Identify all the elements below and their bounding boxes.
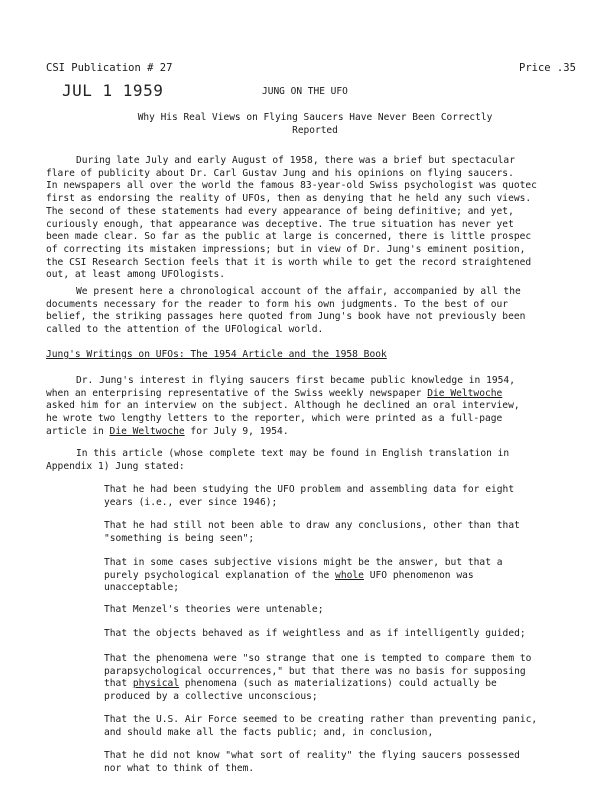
statement-item: That the objects behaved as if weightless and as if intelligently guided; (104, 628, 526, 639)
text-line: when an enterprising representative of the Swiss weekly newspaper Die Weltwoche (46, 387, 503, 399)
text-line: the CSI Research Section feels that it is worth while to get the record straightened (46, 256, 532, 268)
subtitle-line: Reported (292, 124, 338, 136)
statement-item: That he did not know "what sort of reality" the flying saucers possessed nor what to think of them. (104, 750, 520, 774)
text-line: In newspapers all over the world the famous 83-year-old Swiss psychologist was quotec (46, 180, 537, 192)
text-line: During late July and early August of 1958, there was a brief but spectacular (76, 155, 515, 166)
date-stamp: JUL 1 1959 (62, 81, 164, 100)
statement-item: That Menzel's theories were untenable; (104, 604, 324, 615)
text-line: Appendix 1) Jung stated: (46, 460, 185, 472)
document-subtitle (100, 112, 530, 137)
emphasis-word: physical (132, 678, 180, 690)
text-line: he wrote two lengthy letters to the reporter, which were printed as a full-page (46, 413, 503, 425)
text-line: been made clear. So far as the public at large is concerned, there is little prospec (46, 231, 532, 243)
text-line: curiously enough, that appearance was deceptive. The true situation has never yet (46, 218, 514, 230)
price-label: Price .35 (519, 62, 576, 74)
paragraph-interest (46, 375, 566, 439)
text-line: asked him for an interview on the subject. Although he declined an oral interview, (46, 400, 520, 412)
emphasis-word: whole (335, 569, 364, 581)
newspaper-name: Die Weltwoche (109, 425, 185, 437)
paragraph-article (46, 448, 566, 473)
statement-item: That he had still not been able to draw any conclusions, other than that "something is being seen"; (104, 520, 520, 544)
subtitle-line: Why His Real Views on Flying Saucers Have Never Been Correctly (137, 112, 493, 123)
statement-item: That the phenomena were "so strange that one is tempted to compare them to parapsychological occurrences," but that there was no basis for supposing that physical phenomena (such as materializations) could actually be produced by a collective unconscious; (104, 653, 532, 703)
paragraph-chronology (46, 286, 566, 337)
text-line: called to the attention of the UFOlogical world. (46, 324, 324, 336)
text-line: out, at least among UFOlogists. (46, 269, 226, 281)
publication-number: CSI Publication # 27 (46, 62, 173, 74)
newspaper-name: Die Weltwoche (427, 387, 503, 399)
text-line: belief, the striking passages here quoted from Jung's book have not previously been (46, 311, 526, 323)
paragraph-intro (46, 155, 566, 282)
text-line: In this article (whose complete text may be found in English translation in (76, 448, 510, 459)
text-line: article in Die Weltwoche for July 9, 1954. (46, 425, 289, 437)
text-line: of correcting its mistaken impressions; but in view of Dr. Jung's eminent position, (46, 243, 526, 255)
text-line: We present here a chronological account of the affair, accompanied by all the (76, 286, 521, 297)
text-line: Dr. Jung's interest in flying saucers first became public knowledge in 1954, (76, 375, 515, 386)
section-heading: Jung's Writings on UFOs: The 1954 Article and the 1958 Book (46, 349, 387, 360)
statement-item: That the U.S. Air Force seemed to be creating rather than preventing panic, and should make all the facts public; and, in conclusion, (104, 714, 538, 738)
document-title: JUNG ON THE UFO (262, 86, 348, 97)
text-line: flare of publicity about Dr. Carl Gustav Jung and his opinions on flying saucers. (46, 167, 514, 179)
text-line: The second of these statements had every appearance of being definitive; and yet, (46, 205, 514, 217)
statement-item: That in some cases subjective visions might be the answer, but that a purely psychological explanation of the whole UFO phenomenon was unacceptable; (104, 557, 503, 594)
text-line: first as endorsing the reality of UFOs, then as denying that he held any such views. (46, 193, 532, 205)
statement-item: That he had been studying the UFO problem and assembling data for eight years (i.e., ever since 1946); (104, 484, 515, 508)
text-line: documents necessary for the reader to form his own judgments. To the best of our (46, 298, 509, 310)
